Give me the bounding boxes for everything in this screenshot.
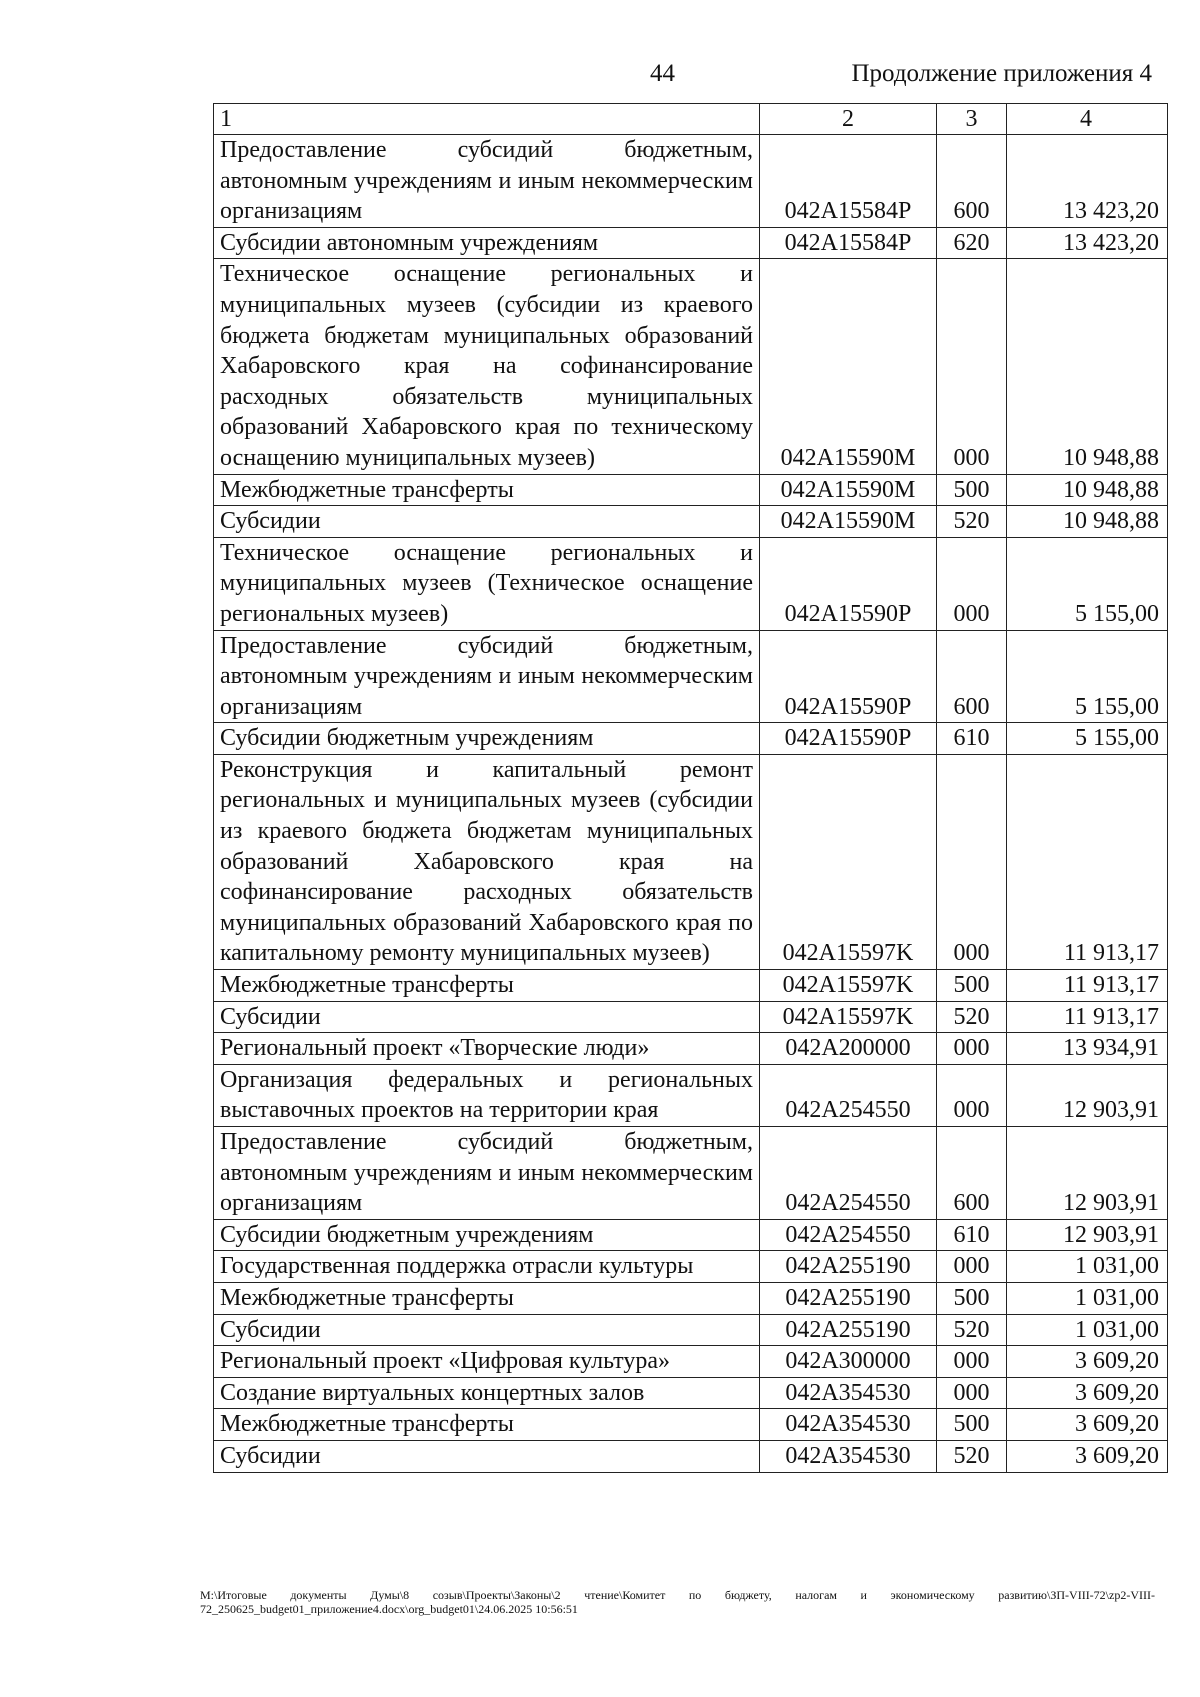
- row-type-cell: 500: [937, 474, 1007, 506]
- row-amount-cell: 12 903,91: [1007, 1064, 1168, 1126]
- row-amount-cell: 3 609,20: [1007, 1346, 1168, 1378]
- table-row: [214, 1440, 1168, 1472]
- row-type-cell: 000: [937, 1377, 1007, 1409]
- row-amount-cell: 5 155,00: [1007, 537, 1168, 630]
- row-name-cell: Организация федеральных и региональных выставочных проектов на территории края: [214, 1064, 760, 1126]
- row-name-cell: Субсидии: [214, 506, 760, 538]
- row-code-cell: 042A254550: [760, 1127, 937, 1220]
- row-name-cell: Региональный проект «Цифровая культура»: [214, 1346, 760, 1378]
- appendix-continuation-note: Продолжение приложения 4: [851, 60, 1152, 87]
- row-type-cell: 600: [937, 630, 1007, 723]
- table-body: [214, 135, 1168, 1473]
- row-amount-cell: 3 609,20: [1007, 1440, 1168, 1472]
- row-amount-cell: 13 423,20: [1007, 135, 1168, 228]
- row-code-cell: 042A300000: [760, 1346, 937, 1378]
- row-type-cell: 000: [937, 259, 1007, 474]
- row-type-cell: 500: [937, 1282, 1007, 1314]
- row-code-cell: 042A15590P: [760, 630, 937, 723]
- row-code-cell: 042A15590P: [760, 723, 937, 755]
- table-row: [214, 1127, 1168, 1220]
- row-code-cell: 042A255190: [760, 1314, 937, 1346]
- row-amount-cell: 11 913,17: [1007, 754, 1168, 969]
- row-type-cell: 000: [937, 537, 1007, 630]
- table-row: [214, 630, 1168, 723]
- row-amount-cell: 13 423,20: [1007, 227, 1168, 259]
- row-name-cell: Межбюджетные трансферты: [214, 1409, 760, 1441]
- table-row: [214, 1409, 1168, 1441]
- row-code-cell: 042A200000: [760, 1033, 937, 1065]
- table-row: [214, 474, 1168, 506]
- table-row: [214, 1033, 1168, 1065]
- row-code-cell: 042A254550: [760, 1219, 937, 1251]
- row-type-cell: 610: [937, 1219, 1007, 1251]
- row-name-cell: Субсидии бюджетным учреждениям: [214, 1219, 760, 1251]
- row-type-cell: 520: [937, 1001, 1007, 1033]
- row-name-cell: Создание виртуальных концертных залов: [214, 1377, 760, 1409]
- row-code-cell: 042A15584P: [760, 227, 937, 259]
- table-row: [214, 1219, 1168, 1251]
- row-type-cell: 520: [937, 506, 1007, 538]
- row-amount-cell: 11 913,17: [1007, 1001, 1168, 1033]
- row-name-cell: Межбюджетные трансферты: [214, 1282, 760, 1314]
- table-row: [214, 506, 1168, 538]
- row-code-cell: 042A15590M: [760, 474, 937, 506]
- row-amount-cell: 10 948,88: [1007, 259, 1168, 474]
- row-amount-cell: 10 948,88: [1007, 474, 1168, 506]
- row-type-cell: 000: [937, 1033, 1007, 1065]
- row-code-cell: 042A15597K: [760, 754, 937, 969]
- row-name-cell: Субсидии: [214, 1314, 760, 1346]
- row-amount-cell: 11 913,17: [1007, 970, 1168, 1002]
- page-number: 44: [650, 60, 675, 87]
- row-name-cell: Субсидии бюджетным учреждениям: [214, 723, 760, 755]
- row-code-cell: 042A354530: [760, 1377, 937, 1409]
- row-name-cell: Техническое оснащение региональных и муниципальных музеев (субсидии из краевого бюджета бюджетам муниципальных образований Хабаровского края на софинансирование расходных обязательств муниципальных образований Хабаровского края по техническому оснащению муниципальных музеев): [214, 259, 760, 474]
- row-name-cell: Реконструкция и капитальный ремонт региональных и муниципальных музеев (субсидии из краевого бюджета бюджетам муниципальных образований Хабаровского края на софинансирование расходных обязательств муниципальных образований Хабаровского края по капитальному ремонту муниципальных музеев): [214, 754, 760, 969]
- table-row: [214, 754, 1168, 969]
- table-row: [214, 1377, 1168, 1409]
- row-name-cell: Предоставление субсидий бюджетным, автономным учреждениям и иным некоммерческим организациям: [214, 630, 760, 723]
- row-name-cell: Субсидии: [214, 1440, 760, 1472]
- row-type-cell: 520: [937, 1314, 1007, 1346]
- table-row: [214, 1282, 1168, 1314]
- row-type-cell: 000: [937, 1064, 1007, 1126]
- row-amount-cell: 10 948,88: [1007, 506, 1168, 538]
- row-type-cell: 500: [937, 970, 1007, 1002]
- row-name-cell: Субсидии автономным учреждениям: [214, 227, 760, 259]
- row-amount-cell: 3 609,20: [1007, 1409, 1168, 1441]
- row-type-cell: 000: [937, 754, 1007, 969]
- row-type-cell: 600: [937, 135, 1007, 228]
- row-code-cell: 042A15597K: [760, 970, 937, 1002]
- row-name-cell: Субсидии: [214, 1001, 760, 1033]
- column-header-4: 4: [1007, 104, 1168, 135]
- row-name-cell: Техническое оснащение региональных и муниципальных музеев (Техническое оснащение региональных музеев): [214, 537, 760, 630]
- table-row: [214, 723, 1168, 755]
- row-name-cell: Предоставление субсидий бюджетным, автономным учреждениям и иным некоммерческим организациям: [214, 135, 760, 228]
- table-row: [214, 537, 1168, 630]
- table-row: [214, 259, 1168, 474]
- table-row: [214, 1001, 1168, 1033]
- column-header-2: 2: [760, 104, 937, 135]
- row-name-cell: Государственная поддержка отрасли культуры: [214, 1251, 760, 1283]
- row-amount-cell: 1 031,00: [1007, 1282, 1168, 1314]
- row-code-cell: 042A15590M: [760, 259, 937, 474]
- row-amount-cell: 1 031,00: [1007, 1314, 1168, 1346]
- row-amount-cell: 5 155,00: [1007, 630, 1168, 723]
- row-code-cell: 042A15590P: [760, 537, 937, 630]
- row-type-cell: 600: [937, 1127, 1007, 1220]
- row-type-cell: 000: [937, 1251, 1007, 1283]
- row-amount-cell: 5 155,00: [1007, 723, 1168, 755]
- row-code-cell: 042A255190: [760, 1282, 937, 1314]
- row-code-cell: 042A15584P: [760, 135, 937, 228]
- column-header-1: 1: [214, 104, 760, 135]
- row-amount-cell: 13 934,91: [1007, 1033, 1168, 1065]
- row-name-cell: Межбюджетные трансферты: [214, 970, 760, 1002]
- row-type-cell: 500: [937, 1409, 1007, 1441]
- row-code-cell: 042A354530: [760, 1440, 937, 1472]
- row-name-cell: Предоставление субсидий бюджетным, автономным учреждениям и иным некоммерческим организациям: [214, 1127, 760, 1220]
- footer-file-path: М:\Итоговые документы Думы\8 созыв\Проекты\Законы\2 чтение\Комитет по бюджету, налогам и экономическому развитию\ЗП-VIII-72\zp2-VIII-72_250625_budget01_приложение4.docx\org_budget01\24.06.2025 10:56:51: [200, 1588, 1155, 1616]
- column-header-3: 3: [937, 104, 1007, 135]
- row-type-cell: 520: [937, 1440, 1007, 1472]
- table-row: [214, 1251, 1168, 1283]
- table-row: [214, 1064, 1168, 1126]
- row-amount-cell: 12 903,91: [1007, 1127, 1168, 1220]
- row-amount-cell: 3 609,20: [1007, 1377, 1168, 1409]
- table-row: [214, 970, 1168, 1002]
- row-type-cell: 610: [937, 723, 1007, 755]
- row-code-cell: 042A254550: [760, 1064, 937, 1126]
- row-code-cell: 042A15597K: [760, 1001, 937, 1033]
- budget-table: [213, 103, 1168, 1473]
- row-code-cell: 042A15590M: [760, 506, 937, 538]
- row-type-cell: 000: [937, 1346, 1007, 1378]
- table-row: [214, 227, 1168, 259]
- table-row: [214, 1314, 1168, 1346]
- table-row: [214, 135, 1168, 228]
- row-name-cell: Межбюджетные трансферты: [214, 474, 760, 506]
- row-name-cell: Региональный проект «Творческие люди»: [214, 1033, 760, 1065]
- row-amount-cell: 12 903,91: [1007, 1219, 1168, 1251]
- row-code-cell: 042A354530: [760, 1409, 937, 1441]
- row-amount-cell: 1 031,00: [1007, 1251, 1168, 1283]
- table-header-row: [214, 104, 1168, 135]
- row-type-cell: 620: [937, 227, 1007, 259]
- row-code-cell: 042A255190: [760, 1251, 937, 1283]
- table-row: [214, 1346, 1168, 1378]
